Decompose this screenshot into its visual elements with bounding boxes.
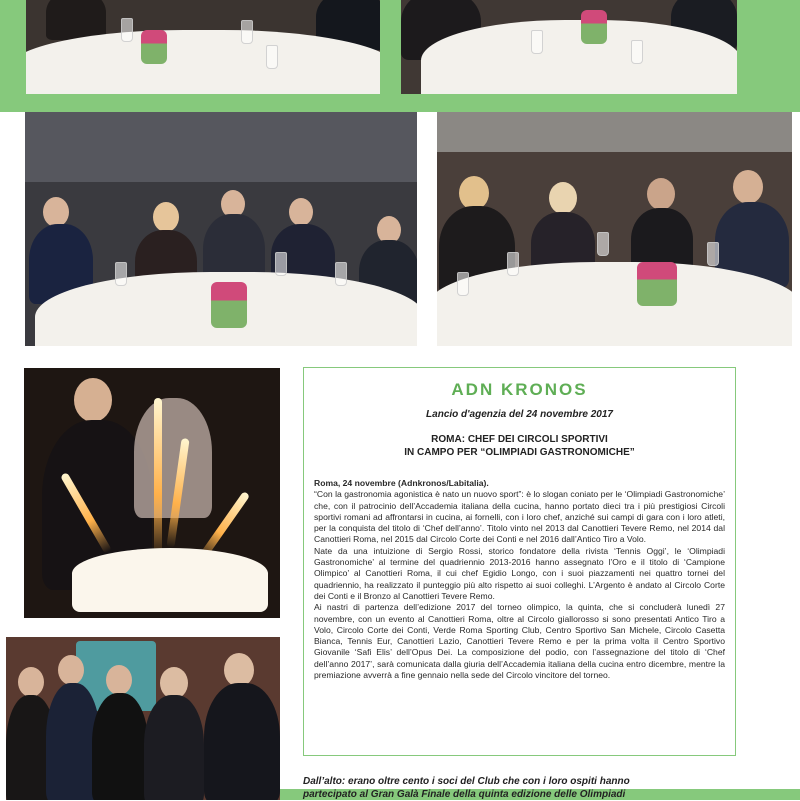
article-box bbox=[303, 367, 736, 756]
photo-group-portrait bbox=[6, 637, 280, 800]
article-body bbox=[314, 478, 725, 681]
caption-line-1: Dall’alto: erano oltre cento i soci del Club che con i loro ospiti hanno bbox=[303, 776, 630, 787]
photo-caption bbox=[303, 775, 723, 801]
article-paragraph-1: “Con la gastronomia agonistica è nato un nuovo sport”: è lo slogan coniato per le ‘Olimpiadi Gastronomiche’ che, con il patrocinio dell’Accademia italiana della cucina, hanno portato dieci tra i più prestigiosi Circoli sportivi romani ad affrontarsi in cucina, ai fornelli, con i loro chef, anziché sui campi di gara con i loro atleti, per la conquista del titolo di ‘Chef dell’anno’. Titolo vinto nel 2013 dal Canottieri Tevere Remo, nel 2014 dal Canottieri Roma, nel 2015 dal Circolo Corte dei Conti e nel 2016 dall’Antico Tiro a Volo. bbox=[314, 489, 725, 545]
photo-dinner-table-1 bbox=[26, 0, 380, 94]
headline-line-2: IN CAMPO PER “OLIMPIADI GASTRONOMICHE” bbox=[404, 447, 635, 458]
photo-guests-at-table-1 bbox=[25, 112, 417, 346]
article-paragraph-2: Nate da una intuizione di Sergio Rossi, storico fondatore della rivista ‘Tennis Oggi’, le ‘Olimpiadi Gastronomiche’ al termine del quadriennio 2013-2016 hanno assegnato l’Oro e il titolo di ‘Campione Olimpico’ al Canottieri Roma, il cui chef Egidio Longo, con i suoi piazzamenti nei quattro tornei del quadriennio, ha realizzato il punteggio più alto rispetto ai suoi colleghi. L’Argento è andato al Circolo Corte dei Conti e il Bronzo al Canottieri Tevere Remo. bbox=[314, 545, 725, 601]
headline-line-1: ROMA: CHEF DEI CIRCOLI SPORTIVI bbox=[431, 434, 608, 445]
caption-line-2: partecipato al Gran Galà Finale della quinta edizione delle Olimpiadi bbox=[303, 789, 626, 800]
article-headline bbox=[314, 433, 725, 459]
photo-cake-sparklers bbox=[24, 368, 280, 618]
agency-title: ADN KRONOS bbox=[451, 380, 588, 399]
photo-guests-at-table-2 bbox=[437, 112, 792, 346]
article-dateline: Roma, 24 novembre (Adnkronos/Labitalia). bbox=[314, 478, 489, 488]
article-paragraph-3: Ai nastri di partenza dell’edizione 2017 del torneo olimpico, la quinta, che si concluderà lunedì 27 novembre, con un evento al Canottieri Roma, oltre al Circolo giallorosso si sono presentati Antico Tiro a Volo, Circolo Corte dei Conti, Verde Roma Sporting Club, Centro Sportivo San Michele, Circolo Casetta Bianca, Tennis Eur, Canottieri Lazio, Canottieri Tevere Remo e per la prima volta il Centro Sportivo Giovanile ‘Safi Elis’ dell’Opus Dei. La composizione del podio, con l’assegnazione del titolo di ‘Chef dell’anno 2017’, sarà comunicata dalla giuria dell’Accademia italiana della cucina entro dicembre, mentre la premiazione avverrà a fine gennaio nella sede del Circolo vincitore del torneo. bbox=[314, 602, 725, 681]
photo-dinner-table-2 bbox=[401, 0, 737, 94]
article-subtitle: Lancio d'agenzia del 24 novembre 2017 bbox=[426, 409, 613, 420]
